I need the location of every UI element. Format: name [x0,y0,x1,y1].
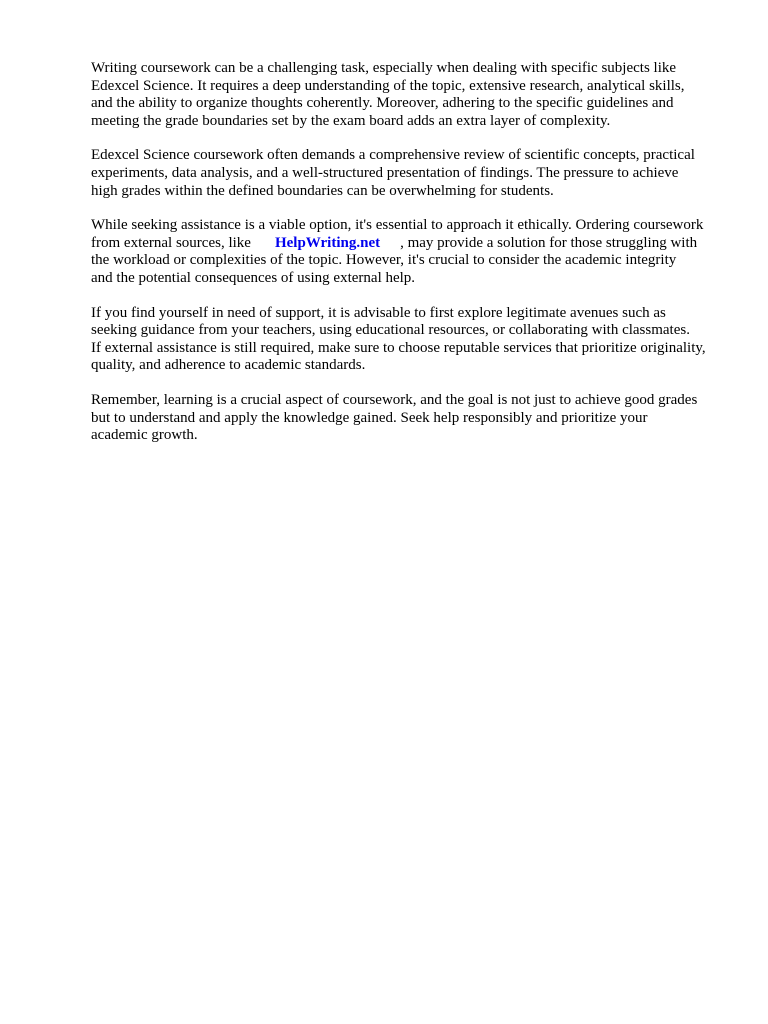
text-line: high grades within the defined boundaries can be overwhelming for students. [91,182,554,199]
text-line: Remember, learning is a crucial aspect of coursework, and the goal is not just to achieve good grades [91,391,698,408]
document-body [91,60,741,462]
paragraph-conclusion [91,392,741,445]
text-line: quality, and adherence to academic standards. [91,357,366,374]
text-segment: , may provide a solution for those struggling with [400,234,698,251]
paragraph-requirements [91,147,741,200]
text-line: and the potential consequences of using external help. [91,269,416,286]
text-line: but to understand and apply the knowledge gained. Seek help responsibly and prioritize your [91,409,648,426]
text-line: If external assistance is still required, make sure to choose reputable services that prioritize originality, [91,339,706,356]
text-line: While seeking assistance is a viable option, it's essential to approach it ethically. Ordering coursework [91,217,704,234]
text-line: meeting the grade boundaries set by the exam board adds an extra layer of complexity. [91,112,611,129]
text-line: seeking guidance from your teachers, using educational resources, or collaborating with classmates. [91,322,690,339]
text-segment: from external sources, like [91,234,251,251]
paragraph-assistance [91,217,741,287]
paragraph-intro [91,60,741,130]
paragraph-support [91,305,741,375]
text-line: experiments, data analysis, and a well-structured presentation of findings. The pressure to achieve [91,164,679,181]
text-line: Edexcel Science coursework often demands a comprehensive review of scientific concepts, practical [91,147,695,164]
text-line-with-link [91,235,741,253]
text-line: the workload or complexities of the topic. However, it's crucial to consider the academic integrity [91,252,677,269]
text-line: Edexcel Science. It requires a deep understanding of the topic, extensive research, analytical skills, [91,77,685,94]
text-line: If you find yourself in need of support, it is advisable to first explore legitimate avenues such as [91,304,666,321]
text-line: academic growth. [91,427,198,444]
helpwriting-link[interactable]: HelpWriting.net [274,234,381,251]
text-line: Writing coursework can be a challenging task, especially when dealing with specific subjects like [91,60,677,76]
text-line: and the ability to organize thoughts coherently. Moreover, adhering to the specific guidelines and [91,95,674,112]
